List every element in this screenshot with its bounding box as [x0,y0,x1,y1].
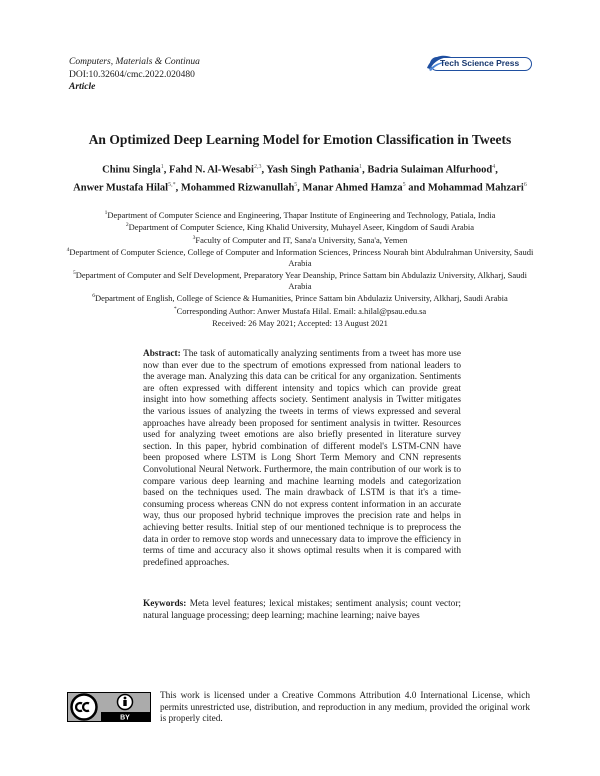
article-type: Article [69,82,96,92]
author-name: Mohammad Mahzari [427,182,524,193]
author-affiliation-mark: 5 [294,181,298,188]
license-notice: This work is licensed under a Creative Commons Attribution 4.0 International License, which permits unrestricted use, distribution, and reproduction in any medium, provided the original work is properly cited. [160,691,530,725]
affiliation-item [64,316,536,328]
author-name: Chinu Singla [102,164,161,176]
paper-title: An Optimized Deep Learning Model for Emotion Classification in Tweets [88,132,512,147]
author-name: Fahd N. Al-Wesabi [169,164,254,176]
affiliation-text: Department of Computer Science, College of Computer and Information Sciences, Princess Nourah bint Abdulrahman University, Saudi Arabia [69,247,534,268]
keywords-label: Keywords: [143,599,187,609]
author-list [50,160,550,195]
affiliation-item [64,220,536,232]
keywords-text: Meta level features; lexical mistakes; sentiment analysis; count vector; natural language processing; deep learning; machine learning; naive bayes [143,599,462,621]
affiliation-mark: 3 [192,234,196,241]
author-affiliation-mark: 4 [492,164,496,170]
affiliation-item [64,233,536,245]
affiliation-mark: 5 [72,270,76,277]
affiliation-item [64,208,536,220]
affiliation-item [64,268,536,291]
author-affiliation-mark: 1 [160,164,164,170]
author-name: Mohammed Rizwanullah [180,182,295,193]
author-name: Badria Sulaiman Alfurhood [367,164,493,176]
publisher-logo [424,52,534,74]
author-name: Manar Ahmed Hamza [302,182,403,193]
affiliation-list [64,208,536,329]
author-separator: , [362,164,368,176]
keywords [143,599,461,622]
affiliation-text: Department of English, College of Science & Humanities, Prince Sattam bin Abdulaziz University, Alkharj, Saudi Arabia [94,293,508,304]
author-separator: , [175,182,181,193]
affiliation-text: Received: 26 May 2021; Accepted: 13 August 2021 [212,317,388,328]
affiliation-mark: 1 [104,210,108,216]
abstract-label: Abstract: [143,349,181,359]
affiliation-text: Department of Computer Science, King Khalid University, Muhayel Aseer, Kingdom of Saudi Arabia [128,222,475,233]
author-separator: , [163,164,170,176]
affiliation-mark: 2 [125,222,129,229]
author-line [50,160,550,178]
author-name: Anwer Mustafa Hilal [73,182,169,193]
affiliation-item [64,291,536,303]
affiliation-item [64,304,536,316]
cc-by-label: BY [120,714,130,722]
author-affiliation-mark: 1 [359,164,363,170]
author-affiliation-mark: 2,3 [253,164,262,170]
affiliation-text: Department of Computer Science and Engineering, Thapar Institute of Engineering and Technology, Patiala, India [107,209,496,220]
publisher-name: Tech Science Press [440,58,520,68]
affiliation-item [64,245,536,268]
journal-name: Computers, Materials & Continua [69,57,200,67]
author-line [50,178,550,196]
author-affiliation-mark: 5,* [168,181,176,188]
abstract-text: The task of automatically analyzing sentiments from a tweet has more use now than ever due to the spectrum of emotions expressed from national leaders to the average man. Analyzing this data can be critical for any organization. Sentiments are often expressed with different intensity and topics which can provide great insight into how something affects society. Sentiment analysis in Twitter mitigates the various issues of analyzing the tweets in terms of views expressed and several approaches have already been proposed for sentiment analysis in twitter. Resources used for analyzing tweet emotions are also briefly presented in literature survey section. In this paper, hybrid combination of different model's LSTM-CNN have been proposed where LSTM is Long Short Term Memory and CNN represents Convolutional Neural Network. Furthermore, the main contribution of our work is to compare various deep learning and machine learning models and categorization based on the techniques used. The main drawback of LSTM is that it's a time-consuming process whereas CNN do not express content information in an accurate way, thus our proposed hybrid technique improves the precision rate and helps in achieving better results. Initial step of our mentioned technique is to preprocess the data in order to remove stop words and unnecessary data to improve the efficiency in terms of time and accuracy also it shows optimal results when it is compared with predefined approaches. [143,349,462,568]
author-affiliation-mark: 6 [523,181,527,188]
author-affiliation-mark: 5 [402,181,406,188]
affiliation-mark: * [173,305,177,312]
abstract [143,349,461,569]
author-separator: , [297,182,303,193]
affiliation-text: Corresponding Author: Anwer Mustafa Hilal. Email: a.hilal@psau.edu.sa [176,305,427,316]
author-separator: , [261,164,267,176]
journal-header [69,56,200,94]
doi: DOI:10.32604/cmc.2022.020480 [69,69,195,80]
affiliation-text: Department of Computer and Self Development, Preparatory Year Deanship, Prince Sattam bin Abdulaziz University, Alkharj, Saudi Arabia [75,270,527,291]
affiliation-text: Faculty of Computer and IT, Sana'a University, Sana'a, Yemen [195,234,408,245]
author-separator: and [405,182,428,193]
author-separator: , [495,164,498,176]
affiliation-mark: 4 [66,247,70,254]
cc-by-icon [67,692,151,722]
author-name: Yash Singh Pathania [266,164,360,176]
affiliation-mark: 6 [92,293,95,300]
